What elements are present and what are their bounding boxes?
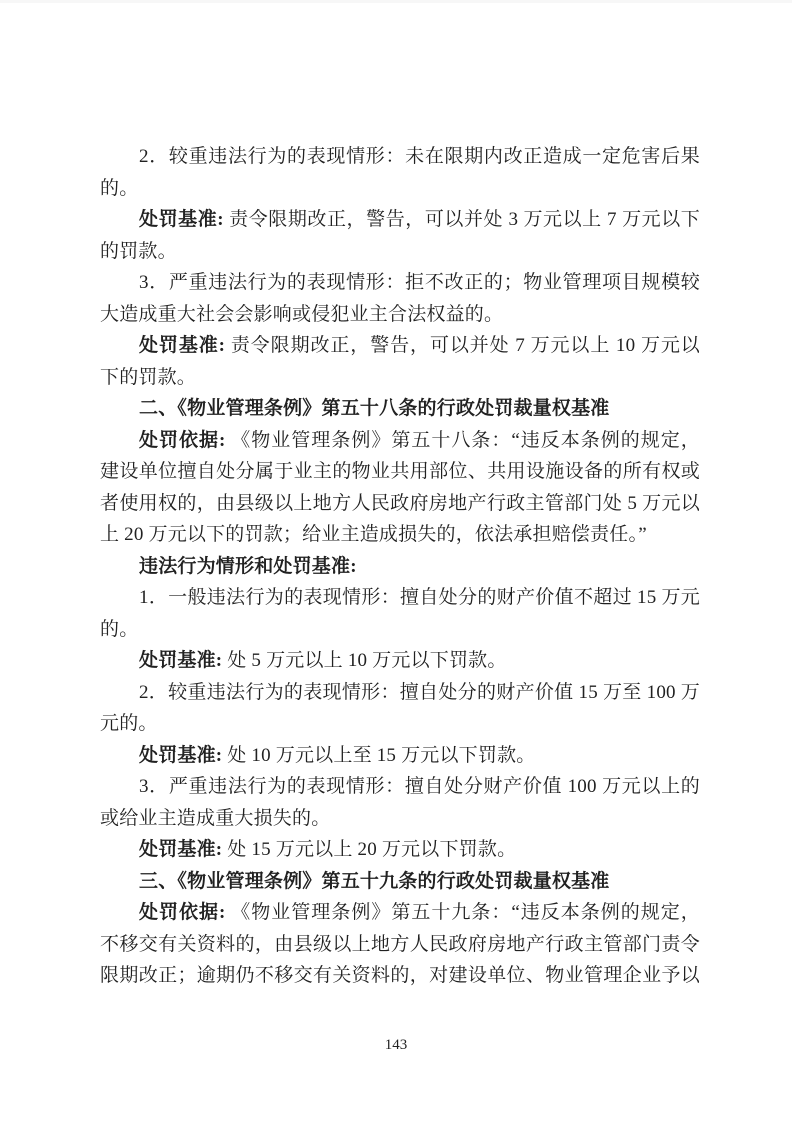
line-text: 1．一般违法行为的表现情形：擅自处分的财产价值不超过 15 万元 (139, 587, 700, 608)
text-line (100, 141, 700, 173)
line-text: 责令限期改正，警告，可以并处 3 万元以上 7 万元以下 (223, 209, 700, 230)
line-text: 责令限期改正，警告，可以并处 7 万元以上 10 万元以 (225, 335, 700, 356)
line-text: 处 5 万元以上 10 万元以下罚款。 (222, 650, 507, 671)
text-line (100, 236, 700, 268)
text-line (100, 519, 700, 551)
text-line (100, 456, 700, 488)
text-line (100, 488, 700, 520)
text-line (100, 582, 700, 614)
line-text: 《物业管理条例》第五十八条：“违反本条例的规定， (225, 429, 701, 451)
line-text: 上 20 万元以下的罚款；给业主造成损失的，依法承担赔偿责任。” (100, 524, 647, 545)
bold-run-in-label: 处罚基准: (139, 650, 223, 671)
page-top-edge (0, 0, 792, 3)
line-text: 下的罚款。 (100, 366, 197, 388)
text-line (100, 267, 700, 299)
line-text: 元的。 (100, 713, 158, 734)
line-text: 2．较重违法行为的表现情形：擅自处分的财产价值 15 万至 100 万 (139, 681, 700, 703)
text-line (100, 897, 700, 929)
line-text: 处 15 万元以上 20 万元以下罚款。 (222, 839, 517, 860)
bold-run-in-label: 处罚基准: (139, 209, 224, 230)
line-text: 二、《物业管理条例》第五十八条的行政处罚裁量权基准 (139, 398, 610, 419)
line-text: 3．严重违法行为的表现情形：拒不改正的；物业管理项目规模较 (139, 272, 700, 293)
bold-run-in-label: 处罚依据: (139, 429, 226, 451)
line-text: 3．严重违法行为的表现情形：擅自处分财产价值 100 万元以上的 (139, 776, 700, 797)
text-line (100, 803, 700, 835)
line-text: 不移交有关资料的，由县级以上地方人民政府房地产行政主管部门责令 (100, 933, 700, 955)
document-body (100, 141, 700, 992)
bold-run-in-label: 处罚依据: (139, 902, 226, 923)
line-text: 的。 (100, 177, 139, 199)
text-line (100, 929, 700, 961)
line-text: 或给业主造成重大损失的。 (100, 807, 331, 829)
line-text: 处 10 万元以上至 15 万元以下罚款。 (222, 744, 536, 766)
text-line (100, 299, 700, 331)
bold-run-in-label: 处罚基准: (139, 839, 223, 860)
line-text: 的罚款。 (100, 240, 177, 262)
text-line (100, 771, 700, 803)
section-heading-line (100, 393, 700, 425)
line-text: 限期改正；逾期仍不移交有关资料的，对建设单位、物业管理企业予以 (100, 965, 700, 986)
line-text: 违法行为情形和处罚基准: (139, 555, 357, 577)
text-line (100, 645, 700, 677)
text-line (100, 740, 700, 772)
text-line (100, 834, 700, 866)
text-line (100, 173, 700, 205)
text-line (100, 614, 700, 646)
text-line (100, 960, 700, 992)
text-line (100, 362, 700, 394)
line-text: 者使用权的，由县级以上地方人民政府房地产行政主管部门处 5 万元以 (100, 492, 700, 514)
text-line (100, 708, 700, 740)
section-heading-line (100, 551, 700, 583)
section-heading-line (100, 866, 700, 898)
text-line (100, 677, 700, 709)
line-text: 大造成重大社会会影响或侵犯业主合法权益的。 (100, 303, 504, 325)
page-number: 143 (384, 1037, 408, 1053)
page-footer (0, 1035, 792, 1055)
line-text: 2．较重违法行为的表现情形：未在限期内改正造成一定危害后果 (139, 146, 700, 167)
text-line (100, 204, 700, 236)
bold-run-in-label: 处罚基准: (139, 335, 226, 356)
line-text: 的。 (100, 618, 139, 640)
bold-run-in-label: 处罚基准: (139, 744, 223, 766)
line-text: 三、《物业管理条例》第五十九条的行政处罚裁量权基准 (139, 870, 610, 892)
text-line (100, 330, 700, 362)
line-text: 建设单位擅自处分属于业主的物业共用部位、共用设施设备的所有权或 (100, 461, 700, 482)
line-text: 《物业管理条例》第五十九条：“违反本条例的规定， (225, 902, 701, 923)
text-line (100, 425, 700, 457)
